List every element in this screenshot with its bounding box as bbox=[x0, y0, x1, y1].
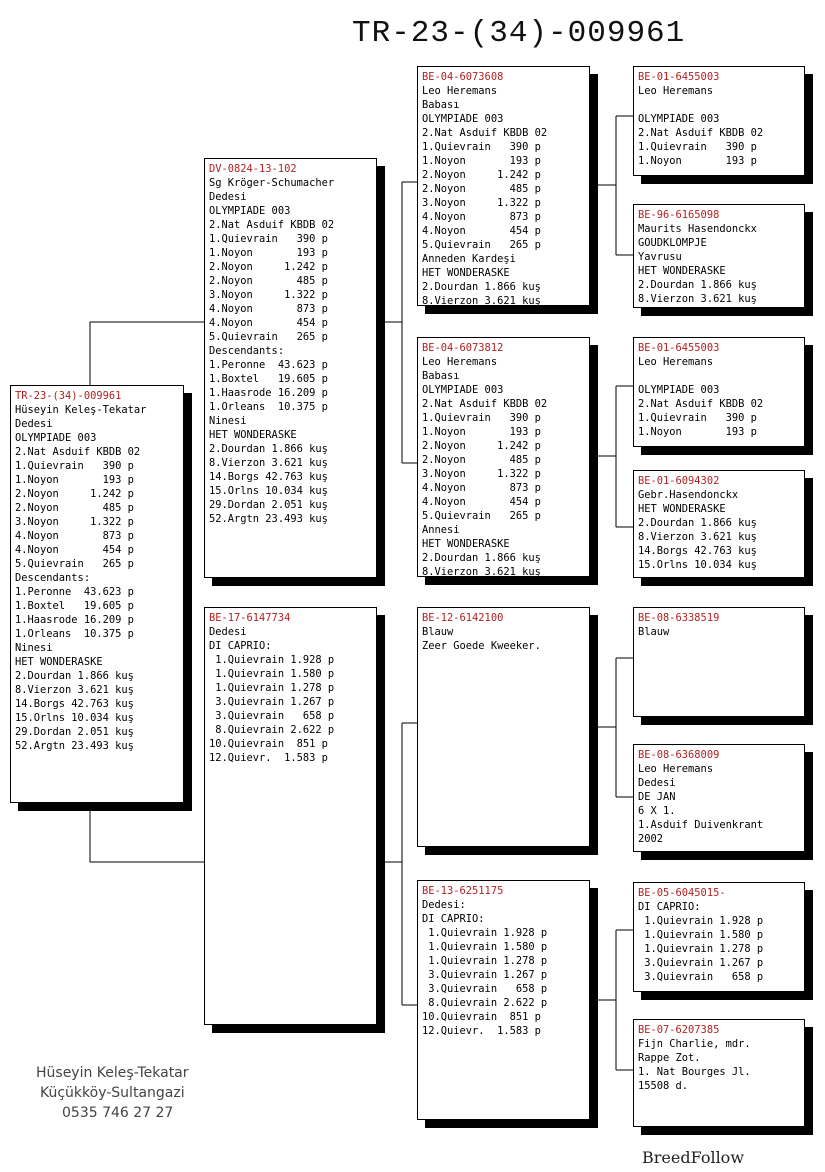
card-line: 1.Quievrain 1.928 p bbox=[209, 654, 335, 666]
ring-number: BE-12-6142100 bbox=[422, 612, 504, 624]
card-line: 3.Noyon 1.322 p bbox=[209, 289, 328, 301]
ring-number: BE-04-6073812 bbox=[422, 342, 504, 354]
card-line: Anneden Kardeşi bbox=[422, 253, 516, 265]
card-line: 6 X 1. bbox=[638, 805, 676, 817]
card-line: 1.Quievrain 1.278 p bbox=[209, 682, 335, 694]
card-line: 2.Noyon 485 p bbox=[15, 502, 134, 514]
card-lines bbox=[422, 355, 585, 577]
ring-number: BE-08-6338519 bbox=[638, 612, 720, 624]
ring-number: DV-0824-13-102 bbox=[209, 163, 297, 175]
card-line: 5.Quievrain 265 p bbox=[209, 331, 328, 343]
card-line: 52.Argtn 23.493 kuş bbox=[15, 740, 134, 752]
card-line: Descendants: bbox=[15, 572, 91, 584]
card-line: OLYMPIADE 003 bbox=[638, 113, 720, 125]
card-line: 15.Orlns 10.034 kuş bbox=[209, 485, 328, 497]
card-line: 1.Orleans 10.375 p bbox=[15, 628, 134, 640]
card-line: 29.Dordan 2.051 kuş bbox=[209, 499, 328, 511]
card-lines bbox=[209, 625, 372, 765]
card-line: 1.Quievrain 1.278 p bbox=[638, 943, 764, 955]
card-lines bbox=[638, 625, 800, 639]
card-line: 1.Noyon 193 p bbox=[209, 247, 328, 259]
card-lines bbox=[422, 625, 585, 653]
card-line: 1.Quievrain 390 p bbox=[15, 460, 134, 472]
card-line: 3.Quievrain 658 p bbox=[422, 983, 548, 995]
card-line: DE JAN bbox=[638, 791, 676, 803]
breeder-contact bbox=[36, 1063, 189, 1123]
card-line: 2.Noyon 1.242 p bbox=[209, 261, 328, 273]
card-line: 1.Quievrain 1.928 p bbox=[638, 915, 764, 927]
card-line: 3.Noyon 1.322 p bbox=[15, 516, 134, 528]
card-line: 4.Noyon 454 p bbox=[15, 544, 134, 556]
pedigree-card-sire[interactable] bbox=[204, 158, 377, 578]
card-line: DI CAPRIO: bbox=[209, 640, 272, 652]
card-line: 12.Quievr. 1.583 p bbox=[422, 1025, 541, 1037]
card-line: 12.Quievr. 1.583 p bbox=[209, 752, 328, 764]
card-lines bbox=[422, 84, 585, 306]
card-line: OLYMPIADE 003 bbox=[209, 205, 291, 217]
card-line: HET WONDERASKE bbox=[15, 656, 103, 668]
card-line: Blauw bbox=[638, 626, 670, 638]
card-line: 2.Dourdan 1.866 kuş bbox=[15, 670, 134, 682]
card-line: 2.Noyon 1.242 p bbox=[15, 488, 134, 500]
card-line: HET WONDERASKE bbox=[422, 267, 510, 279]
card-line: Ninesi bbox=[209, 415, 247, 427]
pedigree-title: TR-23-(34)-009961 bbox=[352, 16, 686, 51]
card-line: Rappe Zot. bbox=[638, 1052, 701, 1064]
card-line: 2.Dourdan 1.866 kuş bbox=[422, 552, 541, 564]
ring-number: BE-08-6368009 bbox=[638, 749, 720, 761]
card-lines bbox=[638, 488, 800, 572]
pedigree-card-subject[interactable] bbox=[10, 385, 184, 803]
card-line: 2.Noyon 1.242 p bbox=[422, 169, 541, 181]
card-line: Leo Heremans bbox=[422, 85, 498, 97]
card-line: OLYMPIADE 003 bbox=[15, 432, 97, 444]
card-line: 2.Nat Asduif KBDB 02 bbox=[638, 127, 764, 139]
card-line: 5.Quievrain 265 p bbox=[422, 510, 541, 522]
card-line: 1.Quievrain 390 p bbox=[422, 412, 541, 424]
card-lines bbox=[638, 355, 800, 439]
card-line: 1.Haasrode 16.209 p bbox=[209, 387, 328, 399]
card-lines bbox=[209, 176, 372, 526]
card-line: 3.Noyon 1.322 p bbox=[422, 468, 541, 480]
card-line: 4.Noyon 454 p bbox=[209, 317, 328, 329]
card-line: 1.Peronne 43.623 p bbox=[209, 359, 328, 371]
card-line: 8.Vierzon 3.621 kuş bbox=[15, 684, 134, 696]
card-line: 2.Dourdan 1.866 kuş bbox=[638, 279, 757, 291]
card-line: 14.Borgs 42.763 kuş bbox=[638, 545, 757, 557]
card-line: 2.Nat Asduif KBDB 02 bbox=[15, 446, 141, 458]
card-lines bbox=[638, 84, 800, 168]
card-line: HET WONDERASKE bbox=[209, 429, 297, 441]
card-line: 1.Asduif Duivenkrant bbox=[638, 819, 764, 831]
card-line: 8.Vierzon 3.621 kuş bbox=[422, 295, 541, 306]
card-line: 1.Boxtel 19.605 p bbox=[209, 373, 328, 385]
card-line: OLYMPIADE 003 bbox=[422, 384, 504, 396]
card-line: Dedesi bbox=[209, 626, 247, 638]
card-line: 2.Noyon 485 p bbox=[422, 183, 541, 195]
card-line: 8.Quievrain 2.622 p bbox=[209, 724, 335, 736]
card-line: 2.Nat Asduif KBDB 02 bbox=[638, 398, 764, 410]
card-line: 1.Noyon 193 p bbox=[422, 426, 541, 438]
card-line: 1.Quievrain 1.580 p bbox=[422, 941, 548, 953]
card-line: 2.Dourdan 1.866 kuş bbox=[209, 443, 328, 455]
card-line: Annesi bbox=[422, 524, 460, 536]
card-line: Gebr.Hasendonckx bbox=[638, 489, 739, 501]
card-line: 3.Quievrain 1.267 p bbox=[209, 696, 335, 708]
card-lines bbox=[638, 762, 800, 846]
pedigree-card-dam[interactable] bbox=[204, 607, 377, 1025]
card-line: Maurits Hasendonckx bbox=[638, 223, 757, 235]
card-line bbox=[638, 369, 800, 383]
card-line: 8.Vierzon 3.621 kuş bbox=[209, 457, 328, 469]
pedigree-card-sire-dam[interactable] bbox=[417, 337, 590, 577]
card-line: Blauw bbox=[422, 626, 454, 638]
card-line: 15508 d. bbox=[638, 1080, 689, 1092]
card-line: 15.Orlns 10.034 kuş bbox=[15, 712, 134, 724]
card-line: HET WONDERASKE bbox=[638, 503, 726, 515]
card-line: 1. Nat Bourges Jl. bbox=[638, 1066, 751, 1078]
card-line: 3.Quievrain 658 p bbox=[638, 971, 764, 983]
card-line: OLYMPIADE 003 bbox=[422, 113, 504, 125]
card-line: 1.Noyon 193 p bbox=[638, 155, 757, 167]
card-line: 1.Quievrain 390 p bbox=[422, 141, 541, 153]
card-line: 14.Borgs 42.763 kuş bbox=[15, 698, 134, 710]
ring-number: BE-01-6455003 bbox=[638, 71, 720, 83]
card-lines bbox=[15, 403, 179, 753]
card-line: 4.Noyon 873 p bbox=[422, 211, 541, 223]
card-line bbox=[638, 98, 800, 112]
card-line: 1.Noyon 193 p bbox=[15, 474, 134, 486]
card-line: 4.Noyon 873 p bbox=[15, 530, 134, 542]
card-line: OLYMPIADE 003 bbox=[638, 384, 720, 396]
ring-number: BE-17-6147734 bbox=[209, 612, 291, 624]
breeder-phone: 0535 746 27 27 bbox=[62, 1105, 174, 1121]
card-line: Dedesi bbox=[209, 191, 247, 203]
card-line: 8.Vierzon 3.621 kuş bbox=[638, 293, 757, 305]
card-line: 2.Dourdan 1.866 kuş bbox=[638, 517, 757, 529]
pedigree-card-sds[interactable] bbox=[633, 337, 805, 447]
pedigree-card-sdd[interactable] bbox=[633, 470, 805, 578]
card-line: 1.Haasrode 16.209 p bbox=[15, 614, 134, 626]
card-line: GOUDKLOMPJE bbox=[638, 237, 707, 249]
ring-number: BE-13-6251175 bbox=[422, 885, 504, 897]
card-line: 8.Vierzon 3.621 kuş bbox=[422, 566, 541, 577]
pedigree-card-dsd[interactable] bbox=[633, 744, 805, 852]
card-line: Yavrusu bbox=[638, 251, 682, 263]
card-line: Zeer Goede Kweeker. bbox=[422, 640, 541, 652]
card-line: DI CAPRIO: bbox=[422, 913, 485, 925]
card-line: Descendants: bbox=[209, 345, 285, 357]
card-line: 1.Noyon 193 p bbox=[638, 426, 757, 438]
pedigree-card-dss[interactable] bbox=[633, 607, 805, 717]
card-line: 2.Nat Asduif KBDB 02 bbox=[422, 127, 548, 139]
ring-number: BE-05-6045015- bbox=[638, 887, 726, 899]
card-line: 1.Quievrain 1.278 p bbox=[422, 955, 548, 967]
pedigree-card-sire-sire[interactable] bbox=[417, 66, 590, 306]
pedigree-card-dam-sire[interactable] bbox=[417, 607, 590, 847]
card-line: 10.Quievrain 851 p bbox=[422, 1011, 541, 1023]
card-line: 15.Orlns 10.034 kuş bbox=[638, 559, 757, 571]
card-line: Hüseyin Keleş-Tekatar bbox=[15, 404, 147, 416]
card-line: Leo Heremans bbox=[638, 356, 714, 368]
breeder-name: Hüseyin Keleş-Tekatar bbox=[36, 1065, 189, 1081]
ring-number: BE-01-6094302 bbox=[638, 475, 720, 487]
card-line: 2.Nat Asduif KBDB 02 bbox=[209, 219, 335, 231]
card-line: 3.Quievrain 658 p bbox=[209, 710, 335, 722]
card-line: 10.Quievrain 851 p bbox=[209, 738, 328, 750]
card-line: 1.Boxtel 19.605 p bbox=[15, 600, 134, 612]
card-line: 2002 bbox=[638, 833, 664, 845]
breeder-location: Küçükköy-Sultangazi bbox=[40, 1085, 185, 1101]
card-lines bbox=[638, 222, 800, 306]
card-line: Babası bbox=[422, 370, 460, 382]
card-line: 1.Quievrain 390 p bbox=[209, 233, 328, 245]
card-line: 2.Noyon 1.242 p bbox=[422, 440, 541, 452]
card-lines bbox=[638, 1037, 800, 1093]
card-line: Dedesi bbox=[15, 418, 53, 430]
card-line: Dedesi: bbox=[422, 899, 466, 911]
card-line: Ninesi bbox=[15, 642, 53, 654]
card-line: 3.Noyon 1.322 p bbox=[422, 197, 541, 209]
ring-number: BE-07-6207385 bbox=[638, 1024, 720, 1036]
card-line: 1.Quievrain 1.580 p bbox=[638, 929, 764, 941]
card-line: 3.Quievrain 1.267 p bbox=[638, 957, 764, 969]
card-line: 1.Noyon 193 p bbox=[422, 155, 541, 167]
card-line: 4.Noyon 454 p bbox=[422, 496, 541, 508]
card-line: 3.Quievrain 1.267 p bbox=[422, 969, 548, 981]
card-line: 2.Noyon 485 p bbox=[422, 454, 541, 466]
ring-number: BE-04-6073608 bbox=[422, 71, 504, 83]
pedigree-card-ddd[interactable] bbox=[633, 1019, 805, 1127]
card-line: 5.Quievrain 265 p bbox=[422, 239, 541, 251]
pedigree-card-ssd[interactable] bbox=[633, 204, 805, 308]
card-lines bbox=[422, 898, 585, 1038]
card-line: 1.Quievrain 1.928 p bbox=[422, 927, 548, 939]
card-line: DI CAPRIO: bbox=[638, 901, 701, 913]
card-line: HET WONDERASKE bbox=[638, 265, 726, 277]
card-line: 8.Vierzon 3.621 kuş bbox=[638, 531, 757, 543]
card-line: 14.Borgs 42.763 kuş bbox=[209, 471, 328, 483]
card-line: Leo Heremans bbox=[422, 356, 498, 368]
card-line: Leo Heremans bbox=[638, 85, 714, 97]
card-line: Leo Heremans bbox=[638, 763, 714, 775]
card-line: 2.Noyon 485 p bbox=[209, 275, 328, 287]
card-line: Sg Kröger-Schumacher bbox=[209, 177, 335, 189]
card-line: 4.Noyon 873 p bbox=[209, 303, 328, 315]
card-line: 1.Quievrain 390 p bbox=[638, 412, 757, 424]
card-line: 1.Peronne 43.623 p bbox=[15, 586, 134, 598]
card-line: Fijn Charlie, mdr. bbox=[638, 1038, 751, 1050]
card-line: HET WONDERASKE bbox=[422, 538, 510, 550]
pedigree-card-dds[interactable] bbox=[633, 882, 805, 992]
card-line: 4.Noyon 873 p bbox=[422, 482, 541, 494]
ring-number: BE-96-6165098 bbox=[638, 209, 720, 221]
ring-number: TR-23-(34)-009961 bbox=[15, 390, 122, 402]
card-line: 8.Quievrain 2.622 p bbox=[422, 997, 548, 1009]
card-line: 2.Nat Asduif KBDB 02 bbox=[422, 398, 548, 410]
card-line: 5.Quievrain 265 p bbox=[15, 558, 134, 570]
pedigree-card-dam-dam[interactable] bbox=[417, 880, 590, 1120]
card-line: Babası bbox=[422, 99, 460, 111]
card-line: 1.Quievrain 390 p bbox=[638, 141, 757, 153]
ring-number: BE-01-6455003 bbox=[638, 342, 720, 354]
pedigree-card-sss[interactable] bbox=[633, 66, 805, 176]
card-line: Dedesi bbox=[638, 777, 676, 789]
card-line: 2.Dourdan 1.866 kuş bbox=[422, 281, 541, 293]
card-lines bbox=[638, 900, 800, 984]
card-line: 1.Quievrain 1.580 p bbox=[209, 668, 335, 680]
card-line: 4.Noyon 454 p bbox=[422, 225, 541, 237]
card-line: 1.Orleans 10.375 p bbox=[209, 401, 328, 413]
brand-logo-text: BreedFollow bbox=[642, 1148, 745, 1167]
card-line: 52.Argtn 23.493 kuş bbox=[209, 513, 328, 525]
card-line: 29.Dordan 2.051 kuş bbox=[15, 726, 134, 738]
